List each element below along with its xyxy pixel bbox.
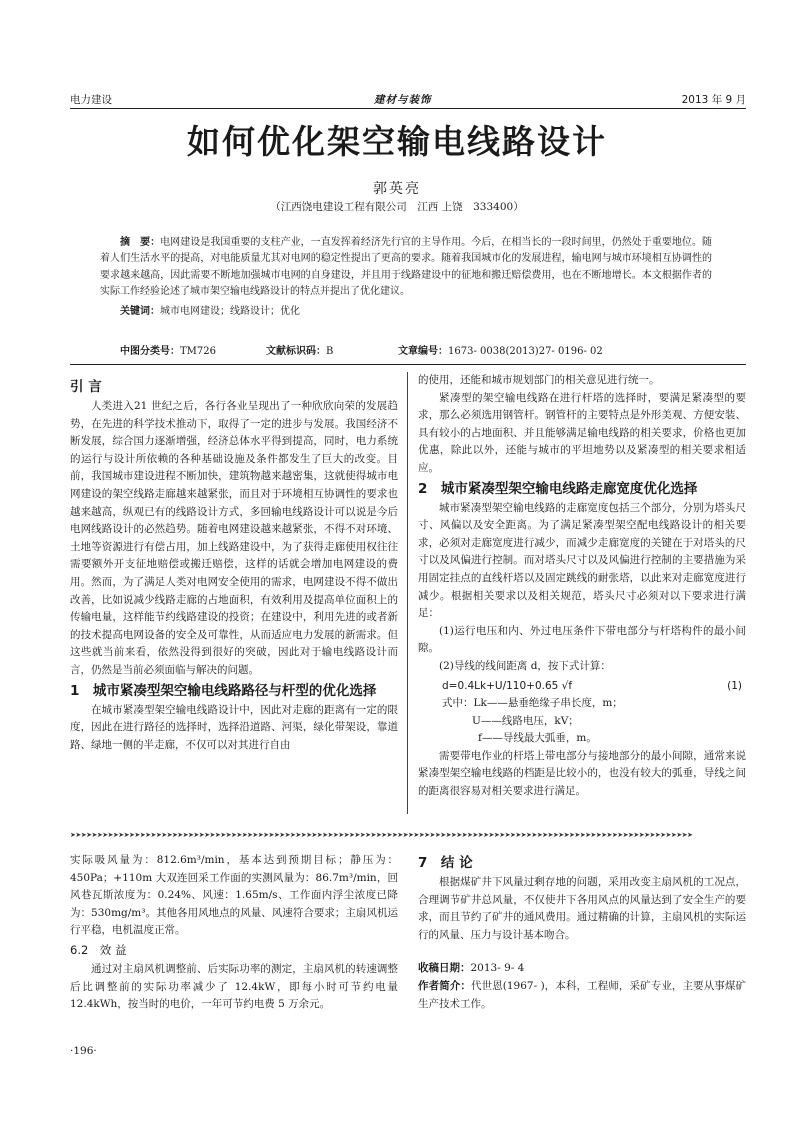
keywords-label: 关键词： — [120, 306, 160, 318]
abstract-label: 摘 要： — [120, 237, 161, 248]
section-2-paragraph: 城市紧凑型架空输电线路的走廊宽度包括三个部分，分别为塔头尺寸、风偏以及安全距离。为了满足紧凑型架空配电线路设计的相关要求，必须对走廊宽度进行减少，而减少走廊宽度的关键在于对塔头的尺寸以及风偏进行控制。而对塔头尺寸以及风偏进行控制的主要措施为采用固定挂点的直线杆塔以及固定跳线的耐张塔，以此来对走廊宽度进行减少。根据相关要求以及相关规范，塔头尺寸必须对以下要求进行满足： — [418, 501, 746, 620]
abstract-rule — [70, 364, 746, 365]
article-author: 郭英亮 — [373, 181, 421, 197]
clearance-paragraph: 需要带电作业的杆塔上带电部分与接地部分的最小间隙，通常来说紧凑型架空输电线路的档距是比较小的，也没有较大的弧垂，导线之间的距离很容易对相关要求进行满足。 — [418, 749, 746, 798]
section-1-heading: 1 城市紧凑型架空输电线路路径与杆型的优化选择 — [70, 682, 377, 699]
page-number: ·196· — [70, 1045, 97, 1057]
bottom-left-column — [70, 852, 398, 1014]
clc-number: 中图分类号：TM726 — [120, 346, 216, 357]
formula-where-1: 式中：Lk——悬垂绝缘子串长度，m； — [442, 697, 623, 710]
continued-paragraph: 的使用，还能和城市规划部门的相关意见进行统一。 — [418, 374, 660, 386]
journal-name: 电力建设 — [70, 94, 112, 106]
article-title: 如何优化架空输电线路设计 — [187, 122, 607, 161]
bottom-right-column — [418, 852, 746, 1013]
abstract — [100, 235, 712, 320]
intro-heading: 引 言 — [70, 379, 102, 395]
requirement-item-1: (1)运行电压和内、外过电压条件下带电部分与杆塔构件的最小间隙。 — [418, 624, 746, 655]
ventilation-result-paragraph: 实际吸风量为：812.6m³/min，基本达到预期目标；静压为：450Pa；+110m 大双连回采工作面的实测风量为：86.7m³/min，回风巷瓦斯浓度为：0.24%、风速：1.65m/s、工作面内浮尘浓度已降为：530mg/m³。其他各用风地点的风量、风速符合要求；主扇风机运行平稳，电机温度正常。 — [70, 854, 398, 937]
right-column — [418, 372, 746, 801]
abstract-text: 电网建设是我国重要的支柱产业，一直发挥着经济先行官的主导作用。今后，在相当长的一段时间里，仍然处于重要地位。随着人们生活水平的提高，对电能质量尤其对电网的稳定性提出了更高的要求。随着我国城市化的发展进程，输电网与城市环境相互协调性的要求越来越高，因此需要不断地加强城市电网的自身建设，并且用于线路建设中的征地和搬迁赔偿费用，也在不断地增长。本文根据作者的实际工作经验论述了城市架空输电线路设计的特点并提出了优化建议。 — [100, 237, 713, 297]
document-code: 文献标识码：B — [266, 346, 334, 357]
journal-section: 建材与装饰 — [374, 94, 432, 106]
issue-date: 2013 年 9 月 — [681, 94, 746, 106]
intro-paragraph: 人类进入21 世纪之后，各行各业呈现出了一种欣欣向荣的发展趋势，在先进的科学技术推动下，取得了一定的进步与发展。我国经济不断发展，综合国力逐渐增强，经济总体水平得到提高，同时，电力系统的运行与设计所依赖的各种基础设施及条件都发生了巨大的改变。目前，我国城市建设进程不断加快，建筑物越来越密集，这就使得城市电网建设的架空线路走廊越来越紧张，而且对于环境相互协调性的要求也越来越高，纵观已有的线路设计方式，多回输电线路设计可以说是今后电网线路设计的必然趋势。随着电网建设越来越紧张，不得不对环境、土地等资源进行有偿占用，加上线路建设中，为了获得走廊使用权往往需要额外开支征地赔偿或搬迁赔偿，这样的话就会增加电网建设的费用。然而，为了满足人类对电网安全使用的需求，电网建设不得不做出改善，比如说减少线路走廊的占地面积，有效利用及提高单位面积上的传输电量，这样能节约线路建设的投资；在建设中，利用先进的或者新的技术提高电网设备的安全及可靠性，从而适应电力发展的新需求。但这些就当前来看，依然没得到很好的突破，因此对于输电线路设计而言，仍然是当前必须面临与解决的问题。 — [70, 400, 398, 676]
tower-paragraph: 紧凑型的架空输电线路在进行杆塔的选择时，要满足紧凑型的要求，那么必须选用钢管杆。钢管杆的主要特点是外形美观、方便安装、具有较小的占地面积、并且能够满足输电线路的相关要求，价格也更加优惠，除此以外，还能与城市的平坦地势以及紧凑型的相关要求相适应。 — [418, 391, 746, 474]
formula-number: (1) — [727, 679, 742, 692]
author-bio: 作者简介：代世恩(1967- )，本科，工程师，采矿专业，主要从事煤矿生产技术工作。 — [418, 979, 746, 1010]
formula-row — [418, 678, 746, 696]
header-rule — [70, 108, 746, 109]
section-6-2-heading: 6.2 效 益 — [70, 942, 127, 957]
keywords: 城市电网建设；线路设计；优化 — [160, 306, 300, 318]
benefit-paragraph: 通过对主扇风机调整前、后实际功率的测定，主扇风机的转速调整后比调整前的实际功率减少了 12.4kW，即每小时可节约电量 12.4kWh，按当时的电价，一年可节约电费 5 万余元。 — [70, 962, 398, 1011]
section-1-paragraph: 在城市紧凑型架空输电线路设计中，因此对走廊的距离有一定的限度，因此在进行路径的选择时，选择沿道路、河渠，绿化带架设，靠道路、绿地一侧的半走廊，不仅可以对其进行自由 — [70, 703, 398, 751]
conclusion-paragraph: 根据煤矿井下风量过剩存地的问题，采用改变主扇风机的工况点，合理调节矿井总风量，不仅使井下各用风点的风量达到了安全生产的要求，而且节约了矿井的通风费用。通过精确的计算，主扇风机的实际运行的风量、压力与设计基本吻合。 — [418, 876, 746, 941]
article-separator: ➤➤➤➤➤➤➤➤➤➤➤➤➤➤➤➤➤➤➤➤➤➤➤➤➤➤➤➤➤➤➤➤➤➤➤➤➤➤➤➤➤➤➤➤➤➤➤➤➤➤➤➤➤➤➤➤➤➤➤➤➤➤➤➤➤➤➤➤➤➤➤➤➤➤➤➤➤➤➤➤➤➤➤➤➤➤➤➤➤➤➤➤➤➤➤➤➤➤➤➤➤➤➤➤➤➤➤➤➤➤➤➤➤➤➤➤ — [70, 831, 693, 839]
requirement-item-2: (2)导线的线间距离 d，按下式计算： — [439, 659, 611, 672]
column-divider — [407, 372, 408, 814]
left-column — [70, 376, 398, 754]
received-date: 收稿日期：2013- 9- 4 — [418, 962, 525, 975]
section-7-heading: 7 结 论 — [418, 855, 473, 871]
section-2-heading: 2 城市紧凑型架空输电线路走廊宽度优化选择 — [418, 480, 698, 497]
article-number: 文章编号：1673- 0038(2013)27- 0196- 02 — [398, 346, 603, 357]
formula-where-3: f——导线最大弧垂，m。 — [478, 732, 597, 745]
author-affiliation: （江西饶电建设工程有限公司 江西 上饶 333400） — [270, 201, 524, 213]
formula-where-2: U——线路电压，kV； — [472, 714, 579, 727]
formula: d=0.4Lk+U/110+0.65 √f — [442, 679, 573, 692]
